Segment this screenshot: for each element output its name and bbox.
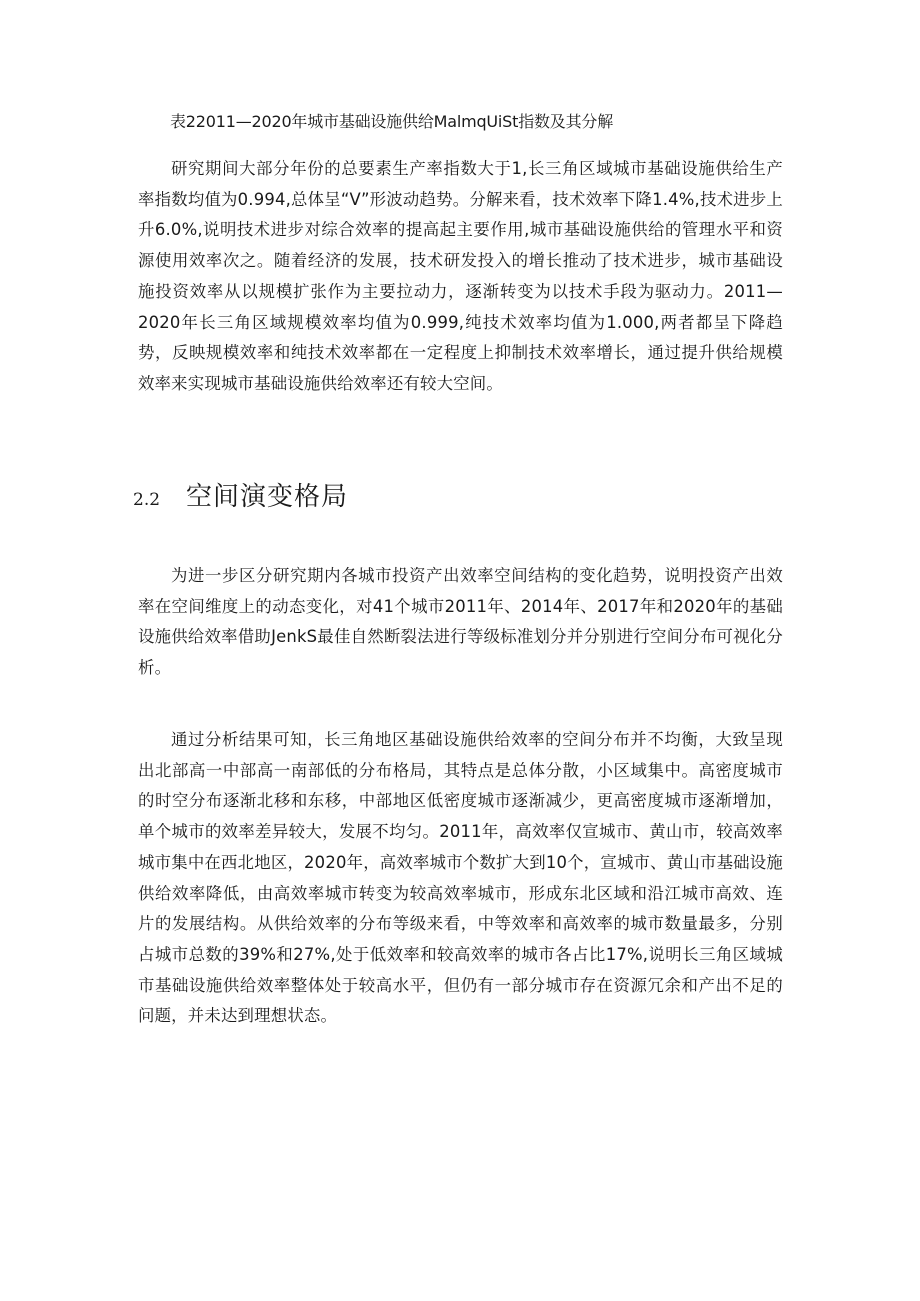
- section-heading: [133, 476, 348, 513]
- table-caption: 表22011—2020年城市基础设施供给MalmqUiSt指数及其分解: [170, 112, 614, 131]
- paragraph-spatial-method: 为进一步区分研究期内各城市投资产出效率空间结构的变化趋势，说明投资产出效率在空间维度上的动态变化，对41个城市2011年、2014年、2017年和2020年的基础设施供给效率借助JenkS最佳自然断裂法进行等级标准划分并分别进行空间分布可视化分析。: [138, 566, 783, 678]
- section-number: 2.2: [133, 490, 161, 510]
- paragraph-spatial-results: 通过分析结果可知，长三角地区基础设施供给效率的空间分布并不均衡，大致呈现出北部高一中部高一南部低的分布格局，其特点是总体分散，小区域集中。高密度城市的时空分布逐渐北移和东移，中部地区低密度城市逐渐减少，更高密度城市逐渐增加，单个城市的效率差异较大，发展不均匀。2011年，高效率仅宣城市、黄山市，较高效率城市集中在西北地区，2020年，高效率城市个数扩大到10个，宣城市、黄山市基础设施供给效率降低，由高效率城市转变为较高效率城市，形成东北区域和沿江城市高效、连片的发展结构。从供给效率的分布等级来看，中等效率和高效率的城市数量最多，分别占城市总数的39%和27%,处于低效率和较高效率的城市各占比17%,说明长三角区域城市基础设施供给效率整体处于较高水平，但仍有一部分城市存在资源冗余和产出不足的问题，并未达到理想状态。: [138, 730, 783, 1026]
- paragraph-productivity-analysis: 研究期间大部分年份的总要素生产率指数大于1,长三角区域城市基础设施供给生产率指数均值为0.994,总体呈“V”形波动趋势。分解来看，技术效率下降1.4%,技术进步上升6.0%,说明技术进步对综合效率的提高起主要作用,城市基础设施供给的管理水平和资源使用效率次之。随着经济的发展，技术研发投入的增长推动了技术进步，城市基础设施投资效率从以规模扩张作为主要拉动力，逐渐转变为以技术手段为驱动力。2011—2020年长三角区域规模效率均值为0.999,纯技术效率均值为1.000,两者都呈下降趋势，反映规模效率和纯技术效率都在一定程度上抑制技术效率增长，通过提升供给规模效率来实现城市基础设施供给效率还有较大空间。: [138, 159, 783, 393]
- section-title: 空间演变格局: [186, 482, 349, 512]
